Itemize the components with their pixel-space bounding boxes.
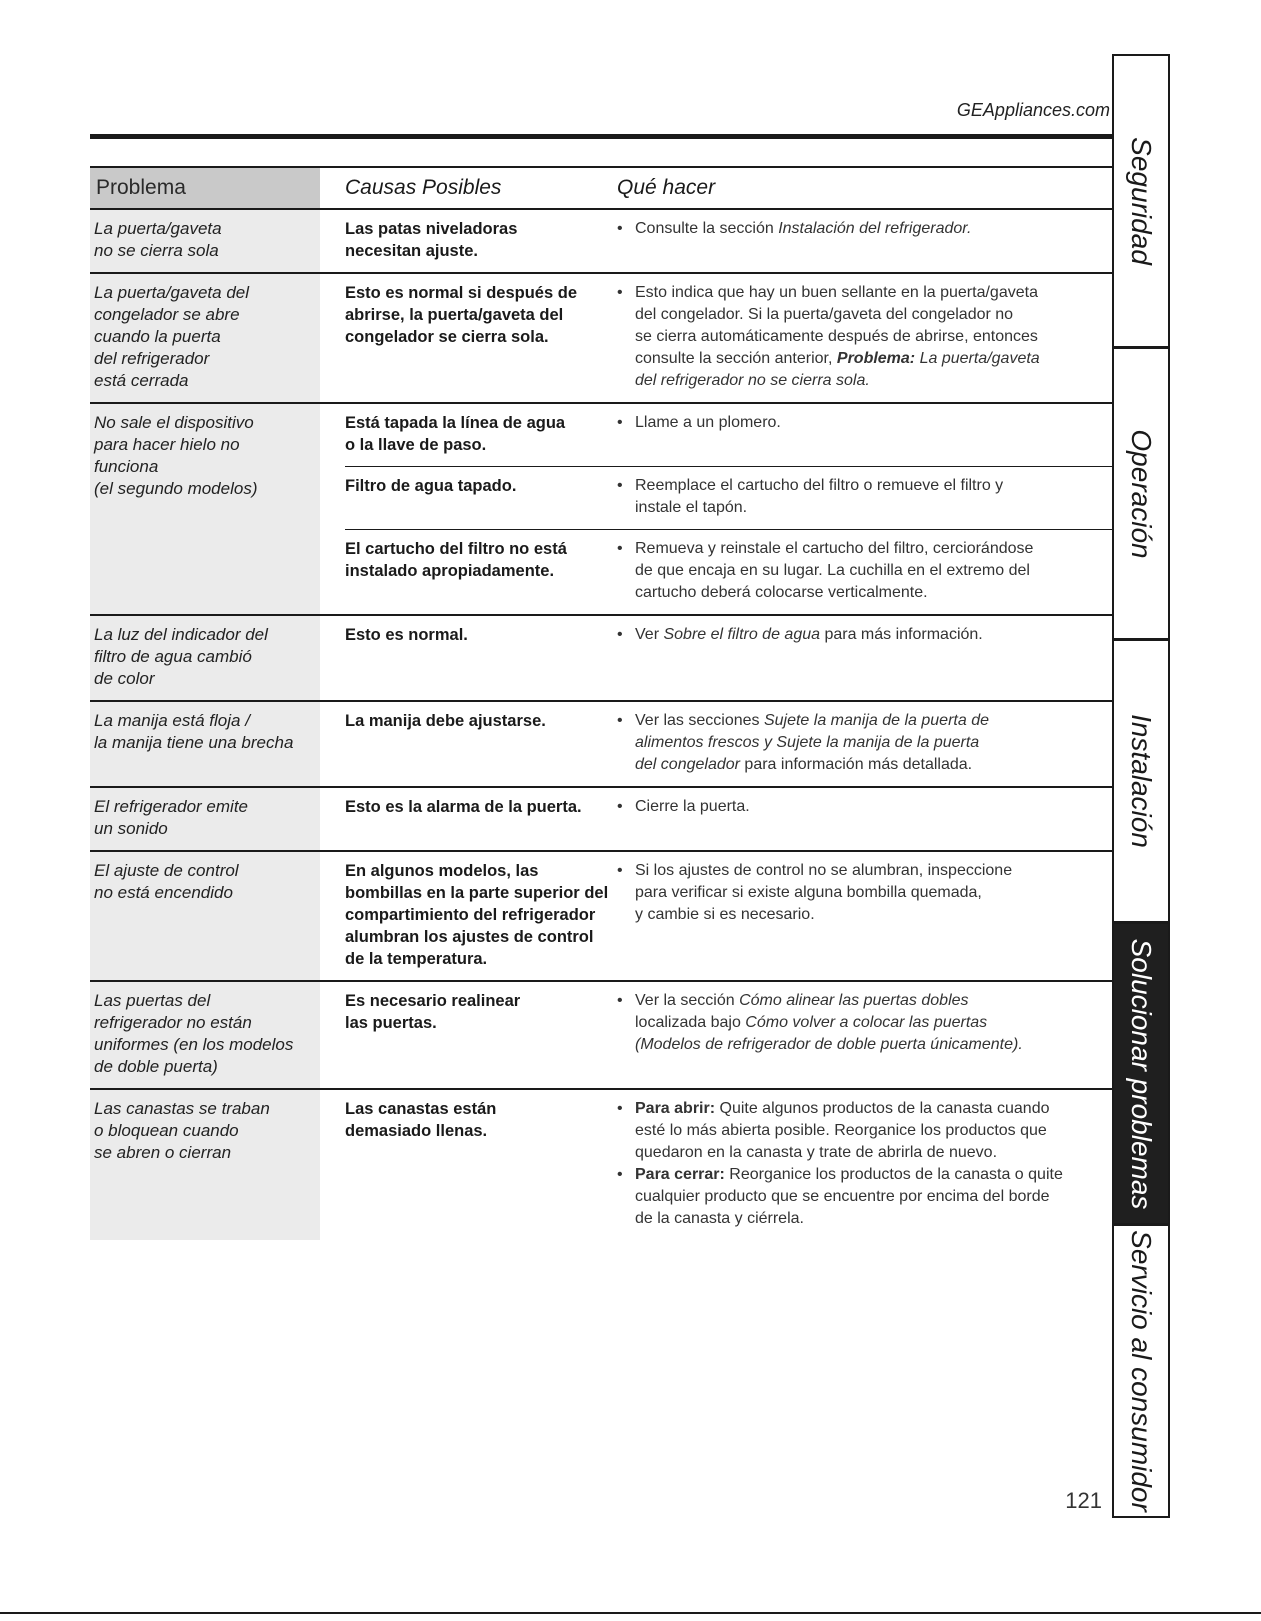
cause-cell <box>345 990 617 1056</box>
table-row <box>90 274 1112 404</box>
cause-text: Esto es normal si después de <box>345 284 577 302</box>
table-row <box>90 982 1112 1090</box>
problem-text: no está encendido <box>94 883 233 902</box>
section-tab-label: Solucionar problemas <box>1126 938 1157 1209</box>
section-tab[interactable] <box>1114 641 1168 924</box>
cause-text: de la temperatura. <box>345 950 488 968</box>
causes-solutions <box>320 210 1112 272</box>
cause-text: Es necesario realinear <box>345 992 521 1010</box>
bullet-icon: • <box>617 862 623 879</box>
todo-item <box>617 475 1102 519</box>
cause-row <box>345 702 1112 786</box>
cause-text: demasiado llenas. <box>345 1122 488 1140</box>
todo-cell <box>617 796 1112 818</box>
causes-solutions <box>320 852 1112 980</box>
causes-solutions <box>320 1090 1112 1240</box>
todo-item <box>617 860 1102 926</box>
todo-line: Cierre la puerta. <box>635 798 750 815</box>
bullet-icon: • <box>617 220 623 237</box>
todo-line: localizada bajo Cómo volver a colocar las puertas <box>635 1014 988 1031</box>
problem-text: funciona <box>94 457 159 476</box>
cause-cell <box>345 218 617 262</box>
cause-text: El cartucho del filtro no está <box>345 540 567 558</box>
table-row <box>90 788 1112 852</box>
bullet-icon: • <box>617 284 623 301</box>
bullet-icon: • <box>617 992 623 1009</box>
todo-line: se cierra automáticamente después de abrirse, entonces <box>635 328 1038 345</box>
cause-text: Las patas niveladoras <box>345 220 518 238</box>
cause-cell <box>345 412 617 456</box>
todo-line: cartucho deberá colocarse verticalmente. <box>635 584 928 601</box>
cause-row <box>345 274 1112 402</box>
problem-text: La puerta/gaveta del <box>94 283 250 302</box>
todo-cell <box>617 860 1112 970</box>
problem-text: de doble puerta) <box>94 1057 218 1076</box>
problem-text: La manija está floja / <box>94 711 250 730</box>
todo-cell <box>617 538 1112 604</box>
todo-line: del refrigerador no se cierra sola. <box>635 372 870 389</box>
problem-text: refrigerador no están <box>94 1013 252 1032</box>
causes-solutions <box>320 982 1112 1088</box>
section-tab-label: Operación <box>1126 428 1157 559</box>
cause-cell <box>345 624 617 646</box>
problem-text: (el segundo modelos) <box>94 479 258 498</box>
todo-item <box>617 710 1102 776</box>
cause-text: compartimiento del refrigerador <box>345 906 596 924</box>
troubleshooting-table <box>90 166 1112 1240</box>
problem-text: la manija tiene una brecha <box>94 733 294 752</box>
bullet-icon: • <box>617 540 623 557</box>
todo-item <box>617 218 1102 240</box>
cause-row <box>345 788 1112 828</box>
todo-item <box>617 990 1102 1056</box>
problem-text: congelador se abre <box>94 305 240 324</box>
todo-cell <box>617 990 1112 1056</box>
todo-text <box>635 796 750 818</box>
todo-line: Si los ajustes de control no se alumbran, inspeccione <box>635 862 1013 879</box>
todo-cell <box>617 1098 1112 1230</box>
cause-cell <box>345 282 617 392</box>
problem-cell <box>90 1090 320 1240</box>
todo-text <box>635 990 1023 1056</box>
cause-cell <box>345 1098 617 1230</box>
cause-text: alumbran los ajustes de control <box>345 928 594 946</box>
cause-row <box>345 404 1112 466</box>
todo-line: Ver las secciones Sujete la manija de la puerta de <box>635 712 989 729</box>
bullet-icon: • <box>617 414 623 431</box>
section-tab[interactable] <box>1114 1226 1168 1516</box>
todo-cell <box>617 412 1112 456</box>
table-header <box>90 166 1112 210</box>
table-row <box>90 210 1112 274</box>
bottom-rule <box>0 1612 1261 1614</box>
problem-text: La luz del indicador del <box>94 625 268 644</box>
cause-row <box>345 852 1112 980</box>
todo-line: Ver la sección Cómo alinear las puertas dobles <box>635 992 969 1009</box>
section-tabs <box>1112 54 1170 1518</box>
todo-line: Reemplace el cartucho del filtro o remueve el filtro y <box>635 477 1004 494</box>
problem-cell <box>90 616 320 700</box>
bullet-icon: • <box>617 798 623 815</box>
cause-row <box>345 529 1112 614</box>
cause-text: Está tapada la línea de agua <box>345 414 566 432</box>
todo-line: Esto indica que hay un buen sellante en la puerta/gaveta <box>635 284 1038 301</box>
todo-line: cualquier producto que se encuentre por encima del borde <box>635 1188 1050 1205</box>
todo-line: instale el tapón. <box>635 499 748 516</box>
causes-solutions <box>320 702 1112 786</box>
todo-text <box>635 860 1012 926</box>
problem-text: de color <box>94 669 155 688</box>
cause-cell <box>345 860 617 970</box>
section-tab[interactable] <box>1114 349 1168 641</box>
bullet-icon: • <box>617 1166 623 1183</box>
table-row <box>90 616 1112 702</box>
section-tab[interactable] <box>1114 924 1168 1226</box>
todo-cell <box>617 624 1112 646</box>
todo-text <box>635 538 1033 604</box>
problem-text: Las canastas se traban <box>94 1099 270 1118</box>
problem-cell <box>90 404 320 614</box>
cause-text: abrirse, la puerta/gaveta del <box>345 306 564 324</box>
table-row <box>90 1090 1112 1240</box>
cause-cell <box>345 538 617 604</box>
problem-text: no se cierra sola <box>94 241 219 260</box>
cause-text: Esto es normal. <box>345 626 468 644</box>
cause-row <box>345 616 1112 656</box>
todo-line: Remueva y reinstale el cartucho del filtro, cerciorándose <box>635 540 1034 557</box>
section-tab-label: Servicio al consumidor <box>1126 1230 1157 1512</box>
problem-cell <box>90 210 320 272</box>
top-rule <box>90 134 1112 139</box>
todo-item <box>617 282 1102 392</box>
problem-text: El refrigerador emite <box>94 797 249 816</box>
todo-line: y cambie si es necesario. <box>635 906 815 923</box>
todo-item <box>617 624 1102 646</box>
problem-text: filtro de agua cambió <box>94 647 252 666</box>
todo-line: del congelador. Si la puerta/gaveta del congelador no <box>635 306 1014 323</box>
header-causes: Causas Posibles <box>345 176 502 199</box>
cause-text: las puertas. <box>345 1014 437 1032</box>
todo-text <box>635 1164 1063 1230</box>
todo-line: Llame a un plomero. <box>635 414 781 431</box>
problem-text: está cerrada <box>94 371 189 390</box>
section-tab-label: Instalación <box>1126 714 1157 848</box>
problem-text: No sale el dispositivo <box>94 413 254 432</box>
todo-line: del congelador para información más detallada. <box>635 756 973 773</box>
todo-item <box>617 796 1102 818</box>
problem-text: o bloquean cuando <box>94 1121 239 1140</box>
cause-text: necesitan ajuste. <box>345 242 478 260</box>
cause-text: instalado apropiadamente. <box>345 562 555 580</box>
causes-solutions <box>320 404 1112 614</box>
todo-cell <box>617 475 1112 519</box>
todo-item <box>617 1098 1102 1164</box>
todo-text <box>635 412 781 434</box>
todo-item <box>617 1164 1102 1230</box>
todo-cell <box>617 710 1112 776</box>
cause-row <box>345 210 1112 272</box>
cause-text: En algunos modelos, las <box>345 862 539 880</box>
cause-cell <box>345 710 617 776</box>
problem-cell <box>90 788 320 850</box>
causes-solutions <box>320 616 1112 700</box>
todo-cell <box>617 218 1112 262</box>
cause-row <box>345 466 1112 529</box>
bullet-icon: • <box>617 1100 623 1117</box>
todo-line: de la canasta y ciérrela. <box>635 1210 804 1227</box>
cause-cell <box>345 796 617 818</box>
todo-line: Para cerrar: Reorganice los productos de la canasta o quite <box>635 1166 1063 1183</box>
problem-cell <box>90 852 320 980</box>
cause-text: Las canastas están <box>345 1100 497 1118</box>
cause-text: La manija debe ajustarse. <box>345 712 546 730</box>
todo-line: esté lo más abierta posible. Reorganice los productos que <box>635 1122 1047 1139</box>
todo-line: quedaron en la canasta y trate de abrirla de nuevo. <box>635 1144 998 1161</box>
todo-text <box>635 624 983 646</box>
problem-text: Las puertas del <box>94 991 211 1010</box>
todo-item <box>617 538 1102 604</box>
problem-cell <box>90 274 320 402</box>
problem-cell <box>90 702 320 786</box>
section-tab[interactable] <box>1114 56 1168 349</box>
cause-cell <box>345 475 617 519</box>
todo-line: para verificar si existe alguna bombilla quemada, <box>635 884 982 901</box>
todo-text <box>635 475 1003 519</box>
section-tab-label: Seguridad <box>1126 137 1157 265</box>
problem-text: se abren o cierran <box>94 1143 232 1162</box>
table-row <box>90 852 1112 982</box>
problem-text: para hacer hielo no <box>94 435 240 454</box>
problem-text: uniformes (en los modelos <box>94 1035 294 1054</box>
bullet-icon: • <box>617 712 623 729</box>
todo-text <box>635 282 1040 392</box>
todo-text <box>635 218 971 240</box>
todo-text <box>635 710 989 776</box>
cause-text: Filtro de agua tapado. <box>345 477 517 495</box>
header-todo: Qué hacer <box>617 176 716 199</box>
problem-cell <box>90 982 320 1088</box>
todo-line: Para abrir: Quite algunos productos de la canasta cuando <box>635 1100 1050 1117</box>
bullet-icon: • <box>617 477 623 494</box>
cause-text: bombillas en la parte superior del <box>345 884 609 902</box>
todo-line: alimentos frescos y Sujete la manija de la puerta <box>635 734 980 751</box>
todo-cell <box>617 282 1112 392</box>
problem-text: El ajuste de control <box>94 861 239 880</box>
todo-line: de que encaja en su lugar. La cuchilla en el extremo del <box>635 562 1030 579</box>
todo-line: (Modelos de refrigerador de doble puerta únicamente). <box>635 1036 1023 1053</box>
cause-text: o la llave de paso. <box>345 436 487 454</box>
todo-item <box>617 412 1102 434</box>
table-row <box>90 702 1112 788</box>
todo-line: Consulte la sección Instalación del refrigerador. <box>635 220 972 237</box>
problem-text: del refrigerador <box>94 349 210 368</box>
table-row <box>90 404 1112 616</box>
header-problem: Problema <box>90 168 320 208</box>
todo-line: Ver Sobre el filtro de agua para más información. <box>635 626 983 643</box>
site-url: GEAppliances.com <box>956 100 1110 120</box>
problem-text: La puerta/gaveta <box>94 219 222 238</box>
bullet-icon: • <box>617 626 623 643</box>
cause-text: congelador se cierra sola. <box>345 328 549 346</box>
problem-text: cuando la puerta <box>94 327 221 346</box>
todo-text <box>635 1098 1050 1164</box>
table-body <box>90 210 1112 1240</box>
causes-solutions <box>320 274 1112 402</box>
causes-solutions <box>320 788 1112 850</box>
cause-row <box>345 1090 1112 1240</box>
cause-row <box>345 982 1112 1066</box>
cause-text: Esto es la alarma de la puerta. <box>345 798 582 816</box>
problem-text: un sonido <box>94 819 168 838</box>
todo-line: consulte la sección anterior, Problema: La puerta/gaveta <box>635 350 1040 367</box>
page-number: 121 <box>1065 1488 1102 1513</box>
